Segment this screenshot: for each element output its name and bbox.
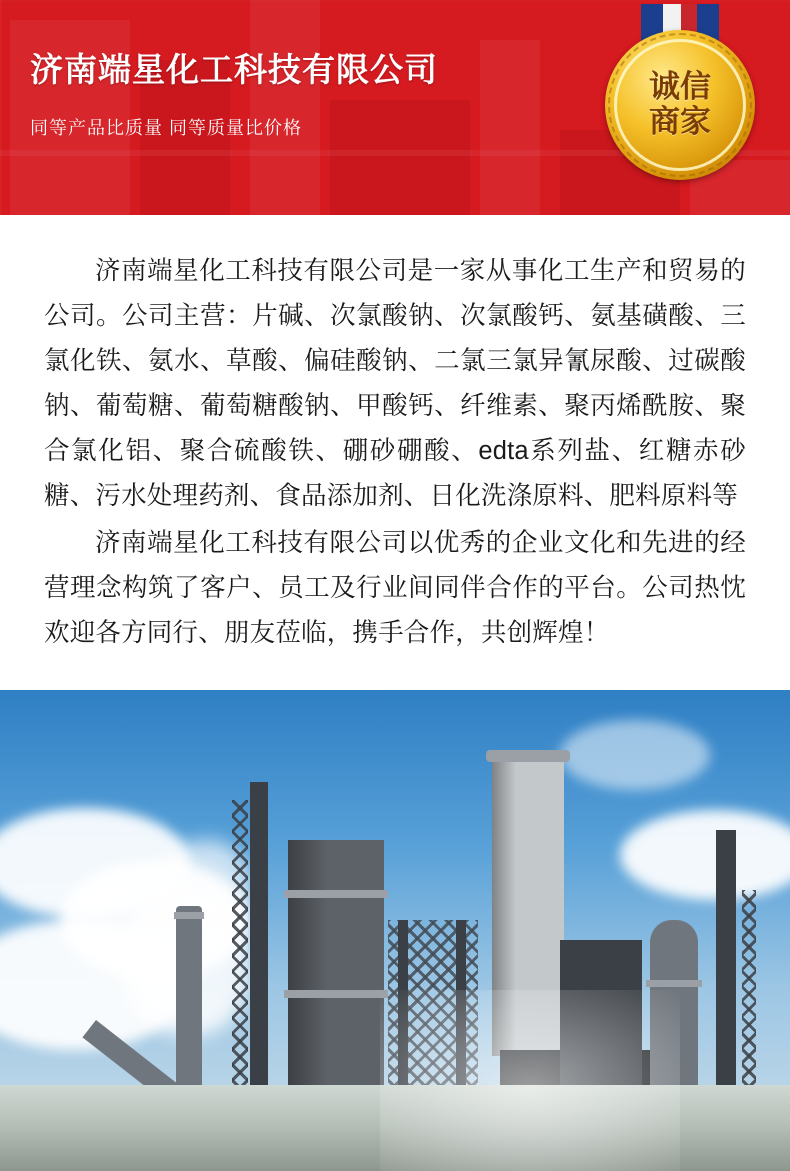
badge-text xyxy=(649,70,711,139)
company-slogan: 同等产品比质量 同等质量比价格 xyxy=(30,118,302,139)
description-paragraph-2: 济南端星化工科技有限公司以优秀的企业文化和先进的经营理念构筑了客户、员工及行业间同伴合作的平台。公司热忱欢迎各方同行、朋友莅临，携手合作，共创辉煌！ xyxy=(44,529,746,647)
vessel-band xyxy=(284,890,388,898)
chimney-band xyxy=(174,912,204,919)
badge-line-1: 诚信 xyxy=(649,69,711,105)
vessel-band xyxy=(284,990,388,998)
duct-band xyxy=(646,980,702,987)
header-text-block xyxy=(30,52,438,140)
page-header xyxy=(0,0,790,215)
medal-icon xyxy=(605,30,755,180)
factory-photo xyxy=(0,690,790,1171)
company-name: 济南端星化工科技有限公司 xyxy=(30,51,438,88)
description-paragraph-1: 济南端星化工科技有限公司是一家从事化工生产和贸易的公司。公司主营：片碱、次氯酸钠、次氯酸钙、氨基磺酸、三氯化铁、氨水、草酸、偏硅酸钠、二氯三氯异氰尿酸、过碳酸钠、葡萄糖、葡萄糖酸钠、甲酸钙、纤维素、聚丙烯酰胺、聚合氯化铝、聚合硫酸铁、硼砂硼酸、edta系列盐、红糖赤砂糖、污水处理药剂、食品添加剂、日化洗涤原料、肥料原料等 xyxy=(44,257,746,510)
badge-line-2: 商家 xyxy=(649,104,711,139)
company-description xyxy=(0,215,790,690)
trust-badge xyxy=(596,4,764,200)
cloud-shape xyxy=(560,720,710,790)
silo-cap xyxy=(486,750,570,762)
atmospheric-haze xyxy=(380,990,680,1171)
